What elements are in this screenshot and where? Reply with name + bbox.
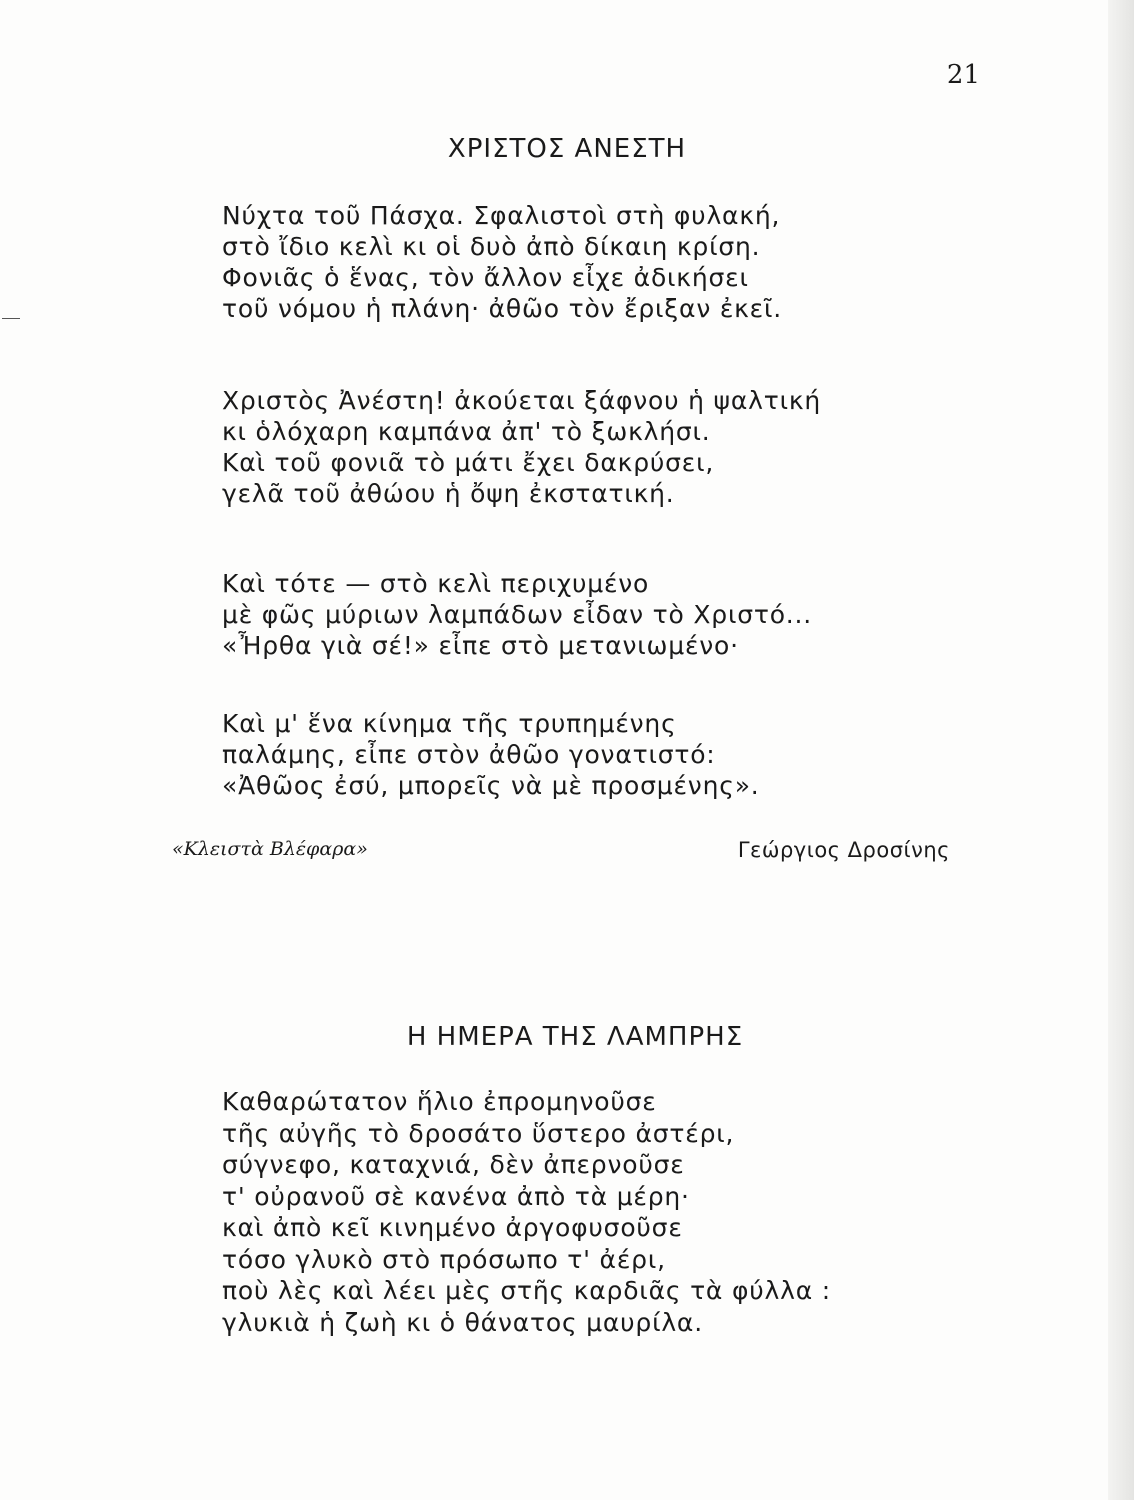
poem1-stanza-3 — [222, 568, 812, 661]
poem-line: «Ἀθῶος ἐσύ, μπορεῖς νὰ μὲ προσμένης». — [222, 771, 760, 800]
poem1-stanza-1 — [222, 200, 782, 324]
poem-line: σύγνεφο, καταχνιά, δὲν ἀπερνοῦσε — [222, 1150, 685, 1179]
poem-line: Χριστὸς Ἀνέστη! ἀκούεται ξάφνου ἡ ψαλτική — [222, 386, 822, 415]
poem-line: Νύχτα τοῦ Πάσχα. Σφαλιστοὶ στὴ φυλακή, — [222, 201, 781, 230]
poem-title-christos-anesti: ΧΡΙΣΤΟΣ ΑΝΕΣΤΗ — [447, 134, 687, 164]
poem-author: Γεώργιος Δροσίνης — [737, 838, 950, 862]
poem-line: Καὶ τοῦ φονιᾶ τὸ μάτι ἔχει δακρύσει, — [222, 448, 715, 477]
poem-line: στὸ ἴδιο κελὶ κι οἱ δυὸ ἀπὸ δίκαιη κρίση. — [222, 232, 761, 261]
poem-line: τοῦ νόμου ἡ πλάνη· ἀθῶο τὸν ἔριξαν ἐκεῖ. — [222, 294, 783, 323]
poem-source: «Κλειστὰ Βλέφαρα» — [172, 838, 368, 860]
poem-line: γελᾶ τοῦ ἀθώου ἡ ὄψη ἐκστατική. — [222, 479, 675, 508]
poem-line: μὲ φῶς μύριων λαμπάδων εἶδαν τὸ Χριστό... — [222, 600, 813, 629]
page-edge-shadow — [1108, 0, 1134, 1500]
margin-mark — [2, 318, 20, 319]
poem-line: καὶ ἀπὸ κεῖ κινημένο ἀργοφυσοῦσε — [222, 1213, 683, 1242]
poem-line: παλάμης, εἶπε στὸν ἀθῶο γονατιστό: — [222, 740, 716, 769]
poem-line: γλυκιὰ ἡ ζωὴ κι ὁ θάνατος μαυρίλα. — [222, 1307, 703, 1337]
poem2-stanza — [222, 1086, 831, 1338]
poem-line: Καὶ τότε — στὸ κελὶ περιχυμένο — [222, 569, 650, 598]
poem-title-imera-tis-lambris: Η ΗΜΕΡΑ ΤΗΣ ΛΑΜΠΡΗΣ — [406, 1022, 744, 1052]
poem-line: Καὶ μ' ἕνα κίνημα τῆς τρυπημένης — [222, 709, 677, 738]
poem1-stanza-4 — [222, 708, 760, 801]
poem-line: «Ἦρθα γιὰ σέ!» εἶπε στὸ μετανιωμένο· — [222, 631, 739, 660]
poem-line: κι ὁλόχαρη καμπάνα ἀπ' τὸ ξωκλήσι. — [222, 417, 711, 446]
poem-line: ποὺ λὲς καὶ λέει μὲς στῆς καρδιᾶς τὰ φύλλα : — [222, 1276, 831, 1305]
poem-line: τῆς αὐγῆς τὸ δροσάτο ὕστερο ἀστέρι, — [222, 1118, 735, 1148]
poem1-stanza-2 — [222, 385, 821, 509]
poem-line: Φονιᾶς ὁ ἕνας, τὸν ἄλλον εἶχε ἀδικήσει — [222, 263, 749, 292]
poem-line: τ' οὐρανοῦ σὲ κανένα ἀπὸ τὰ μέρη· — [222, 1181, 690, 1211]
poem-line: τόσο γλυκὸ στὸ πρόσωπο τ' ἀέρι, — [222, 1244, 666, 1274]
poem-line: Καθαρώτατον ἥλιο ἐπρομηνοῦσε — [222, 1087, 657, 1116]
page-number: 21 — [946, 60, 980, 90]
